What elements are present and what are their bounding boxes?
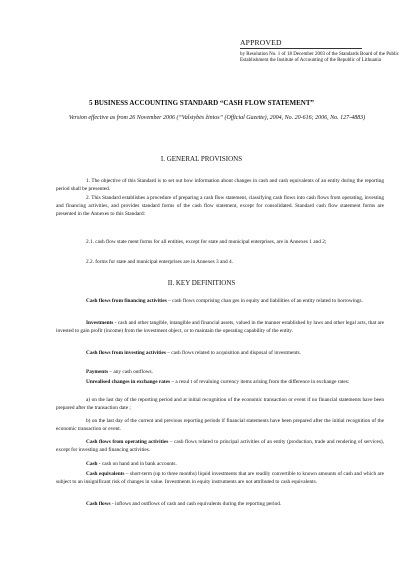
text-financing: – cash flows comprising chan ges in equity and liabilities of an entity related to borrowings. [166,298,363,304]
text-investments: - cash and other tangible, intangible and financial assets, valued in the manner established by laws and other legal acts, that are invested to gain profit (income) from the investment object, or to maintain the operating capability of the entity. [56,320,384,334]
paragraph-2: 2. This Standard establishes a procedure of preparing a cash flow statement, classifying cash flows into cash flows from operating, investing and financing activities, and provides standard forms of the cash flow statement, except for consolidated. Standard cash flow statement forms are presented in the Annexes to this Standard: [56,195,384,217]
term-investing: Cash flows from investing activities [86,350,166,356]
text-payments: – any cash outflows. [108,369,153,375]
text-unrealised: – a resul t of revaluing currency items arising from the difference in exchange rates: [170,379,350,385]
paragraph-2-2: 2.2. forms for state and municipal enterprises are in Annexes 3 and 4. [86,259,233,265]
text-cash: - cash on hand and in bank accounts. [97,461,177,467]
definition-investing [56,350,384,358]
definition-cash [56,461,384,469]
definition-operating [56,439,384,455]
approved-heading: APPROVED [240,38,282,47]
term-cash-flows: Cash flows [86,501,111,507]
paragraph-2-1: 2.1. cash flow state ment forms for all entities, except for state and municipal enterprises, are in Annexes 1 and 2; [86,239,327,245]
definition-financing [56,298,384,306]
definition-unrealised-b: b) on the last day of the current and previous reporting periods if financial statements have been prepared after the initial recognition of the economic transaction or event. [56,418,384,432]
text-investing: – cash flows related to acquisition and disposal of investments. [165,350,301,356]
definition-investments [56,320,384,336]
term-payments: Payments [86,369,109,375]
term-financing: Cash flows from financing activities [86,298,167,304]
text-operating: – cash flows related to principal activities of an entity (production, trade and rendering of services), except for investing and financing activities. [56,439,384,453]
approved-underline [240,48,362,49]
document-title: 5 BUSINESS ACCOUNTING STANDARD “CASH FLOW STATEMENT” [88,99,315,107]
section-heading-general: I. GENERAL PROVISIONS [160,155,243,163]
definition-cash-equivalents [56,471,384,487]
definition-unrealised [56,379,384,387]
term-investments: Investments [86,320,114,326]
definition-unrealised-a: a) on the last day of the reporting period and at initial recognition of the economic transaction or event if no financial statements have been prepared after the transaction date ; [56,397,384,411]
term-cash-equivalents: Cash equivalents [86,471,125,477]
section-heading-definitions: II. KEY DEFINITIONS [167,279,236,287]
term-cash: Cash [86,461,98,467]
term-operating: Cash flows from operating activities [86,439,169,445]
version-note: Version effective as from 26 November 2006 (“Valstybės žinios” (Official Gazette), 2004, No. 20-616; 2006, No. 127-4883) [68,115,366,121]
paragraph-1: 1. The objective of this Standard is to set out how information about changes in cash and cash equivalents of an entity during the reporting period shall be presented. [56,178,384,192]
term-unrealised: Unrealised changes in exchange rates [86,379,171,385]
text-cash-flows: - inflows and outflows of cash and cash equivalents during the reporting period. [110,501,282,507]
approval-note: by Resolution No. 1 of 18 December 2003 of the Standards Board of the Public Establishment the Institute of Accounting of the Republic of Lithuania [240,52,399,64]
definition-cash-flows [56,501,384,509]
definition-payments [56,369,384,377]
text-cash-equivalents: – short-term (up to three months) liquid investments that are readily convertible to known amounts of cash and which are subject to an insignificant risk of changes in value. Investments in equity instruments are not attributed to cash equivalents. [56,471,384,485]
